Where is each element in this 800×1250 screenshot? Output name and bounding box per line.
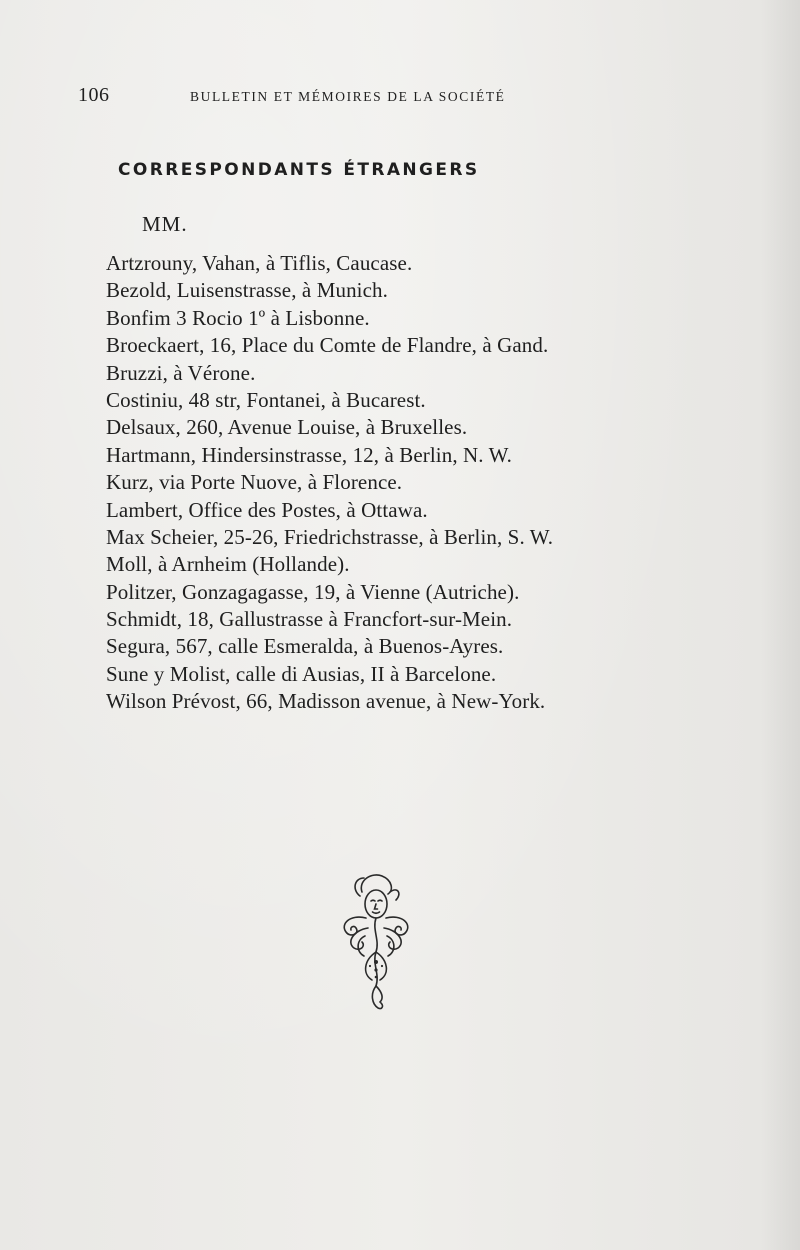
list-item: Sune y Molist, calle di Ausias, II à Barcelone.	[106, 661, 497, 686]
page-number: 106	[78, 84, 110, 106]
list-item: Schmidt, 18, Gallustrasse à Francfort-sur-Mein.	[106, 607, 513, 632]
page-header	[78, 84, 618, 108]
list-item: Segura, 567, calle Esmeralda, à Buenos-Ayres.	[106, 634, 504, 659]
list-item: Broeckaert, 16, Place du Comte de Flandre, à Gand.	[106, 333, 549, 358]
section-title: CORRESPONDANTS ÉTRANGERS	[118, 160, 480, 180]
list-item: Max Scheier, 25-26, Friedrichstrasse, à Berlin, S. W.	[106, 524, 554, 549]
list-item: Costiniu, 48 str, Fontanei, à Bucarest.	[106, 387, 426, 412]
list-item: Hartmann, Hindersinstrasse, 12, à Berlin, N. W.	[106, 442, 512, 467]
page-edge-shadow	[760, 0, 800, 1250]
list-item: Delsaux, 260, Avenue Louise, à Bruxelles.	[106, 415, 468, 440]
list-item: Kurz, via Porte Nuove, à Florence.	[106, 470, 403, 495]
correspondents-list	[106, 250, 706, 716]
list-item: Bezold, Luisenstrasse, à Munich.	[106, 278, 388, 303]
fleuron-face-ornament-icon	[332, 870, 422, 1015]
list-item: Moll, à Arnheim (Hollande).	[106, 552, 350, 577]
list-item: Bonfim 3 Rocio 1º à Lisbonne.	[106, 305, 370, 330]
list-item: Politzer, Gonzagagasse, 19, à Vienne (Autriche).	[106, 579, 520, 604]
list-item: Bruzzi, à Vérone.	[106, 360, 256, 385]
running-head: BULLETIN ET MÉMOIRES DE LA SOCIÉTÉ	[190, 89, 506, 104]
list-item: Artzrouny, Vahan, à Tiflis, Caucase.	[106, 251, 413, 275]
list-item: Wilson Prévost, 66, Madisson avenue, à New-York.	[106, 689, 546, 714]
list-item: Lambert, Office des Postes, à Ottawa.	[106, 497, 428, 522]
salutation: MM.	[142, 212, 188, 236]
